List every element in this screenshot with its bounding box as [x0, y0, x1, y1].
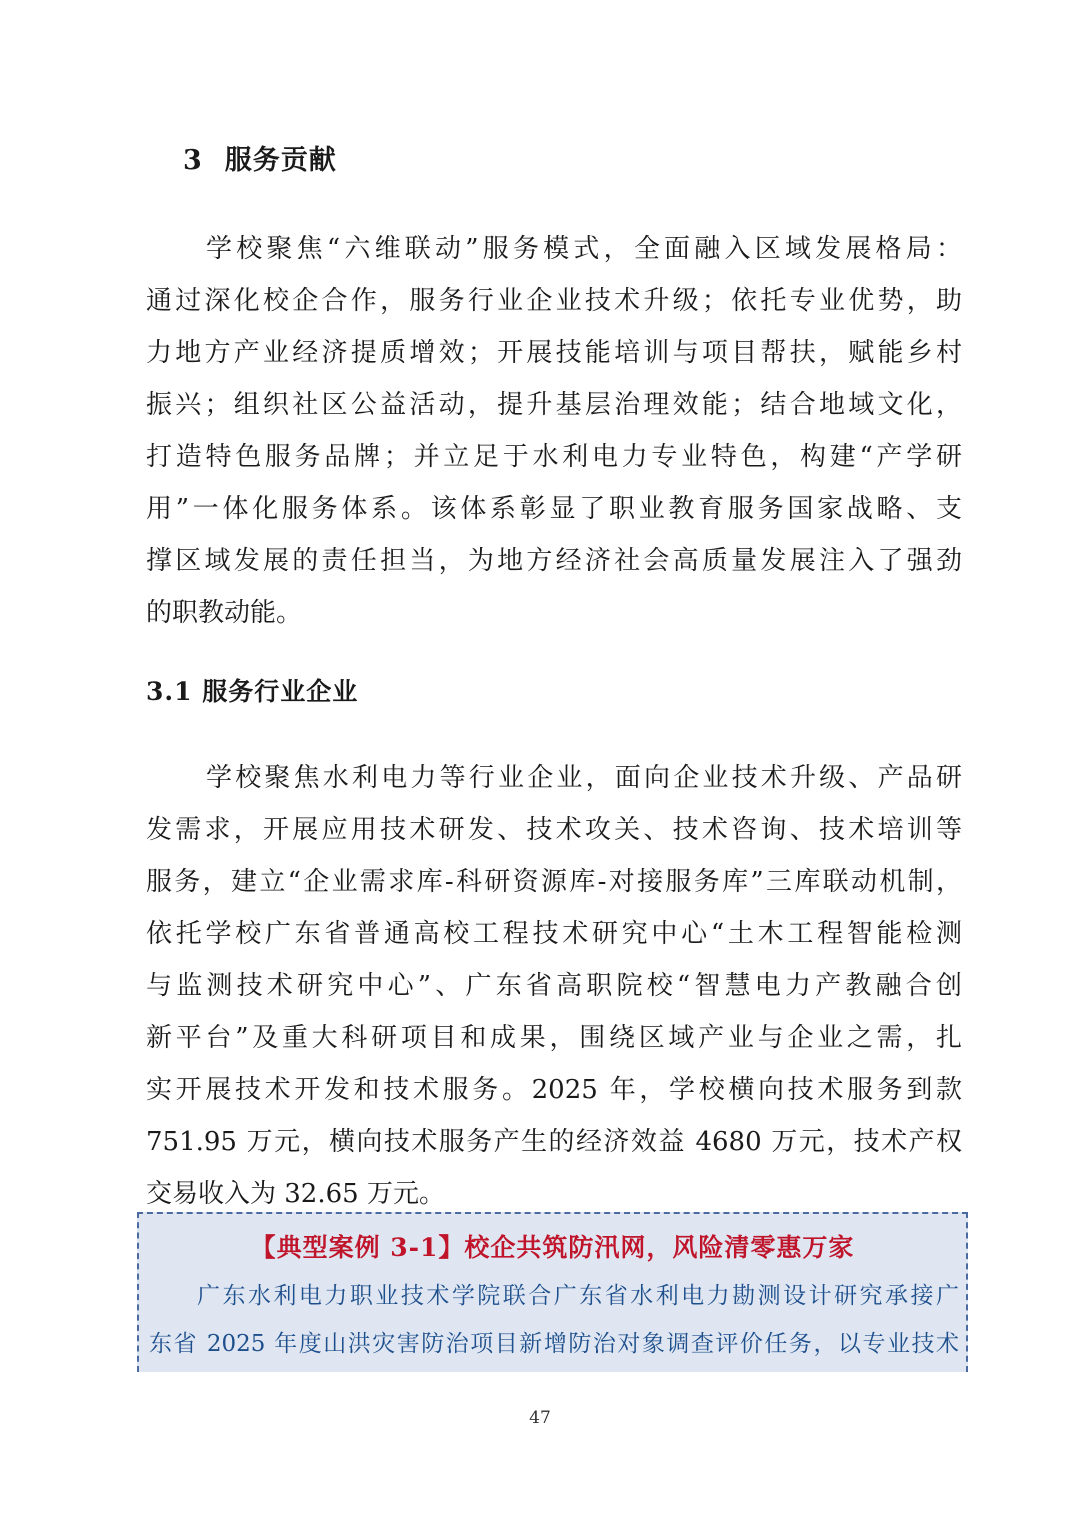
body-line: 751.95 万元，横向技术服务产生的经济效益 4680 万元，技术产权 — [146, 1127, 962, 1157]
section-title: 服务贡献 — [224, 145, 337, 176]
body-line: 发需求，开展应用技术研发、技术攻关、技术咨询、技术培训等 — [146, 815, 962, 845]
intro-line: 力地方产业经济提质增效；开展技能培训与项目帮扶，赋能乡村 — [146, 338, 962, 368]
case-title: 【典型案例 3-1】校企共筑防汛网，风险清零惠万家 — [250, 1233, 855, 1262]
case-line: 广东水利电力职业技术学院联合广东省水利电力勘测设计研究承接广 — [197, 1283, 959, 1309]
body-line: 与监测技术研究中心”、广东省高职院校“智慧电力产教融合创 — [146, 971, 962, 1001]
intro-line: 通过深化校企合作，服务行业企业技术升级；依托专业优势，助 — [146, 286, 962, 316]
intro-line: 撑区域发展的责任担当，为地方经济社会高质量发展注入了强劲 — [146, 546, 962, 576]
intro-line: 的职教动能。 — [146, 598, 303, 628]
page-number: 47 — [529, 1408, 551, 1428]
case-line: 东省 2025 年度山洪灾害防治项目新增防治对象调查评价任务，以专业技术 — [149, 1331, 959, 1357]
typical-case-box — [137, 1212, 968, 1372]
body-line: 依托学校广东省普通高校工程技术研究中心“土木工程智能检测 — [146, 919, 962, 949]
intro-line: 打造特色服务品牌；并立足于水利电力专业特色，构建“产学研 — [146, 442, 962, 472]
body-line: 学校聚焦水利电力等行业企业，面向企业技术升级、产品研 — [206, 763, 962, 793]
body-line: 新平台”及重大科研项目和成果，围绕区域产业与企业之需，扎 — [146, 1023, 962, 1053]
section-number: 3 — [183, 145, 203, 176]
subsection-heading: 3.1 服务行业企业 — [146, 677, 359, 706]
intro-line: 学校聚焦“六维联动”服务模式，全面融入区域发展格局： — [206, 234, 962, 264]
section-heading — [183, 138, 337, 177]
body-line: 实开展技术开发和技术服务。2025 年，学校横向技术服务到款 — [146, 1075, 962, 1105]
intro-line: 用”一体化服务体系。该体系彰显了职业教育服务国家战略、支 — [146, 494, 962, 524]
intro-line: 振兴；组织社区公益活动，提升基层治理效能；结合地域文化， — [146, 390, 962, 420]
body-line: 服务，建立“企业需求库-科研资源库-对接服务库”三库联动机制， — [146, 867, 962, 897]
body-line: 交易收入为 32.65 万元。 — [146, 1179, 445, 1209]
